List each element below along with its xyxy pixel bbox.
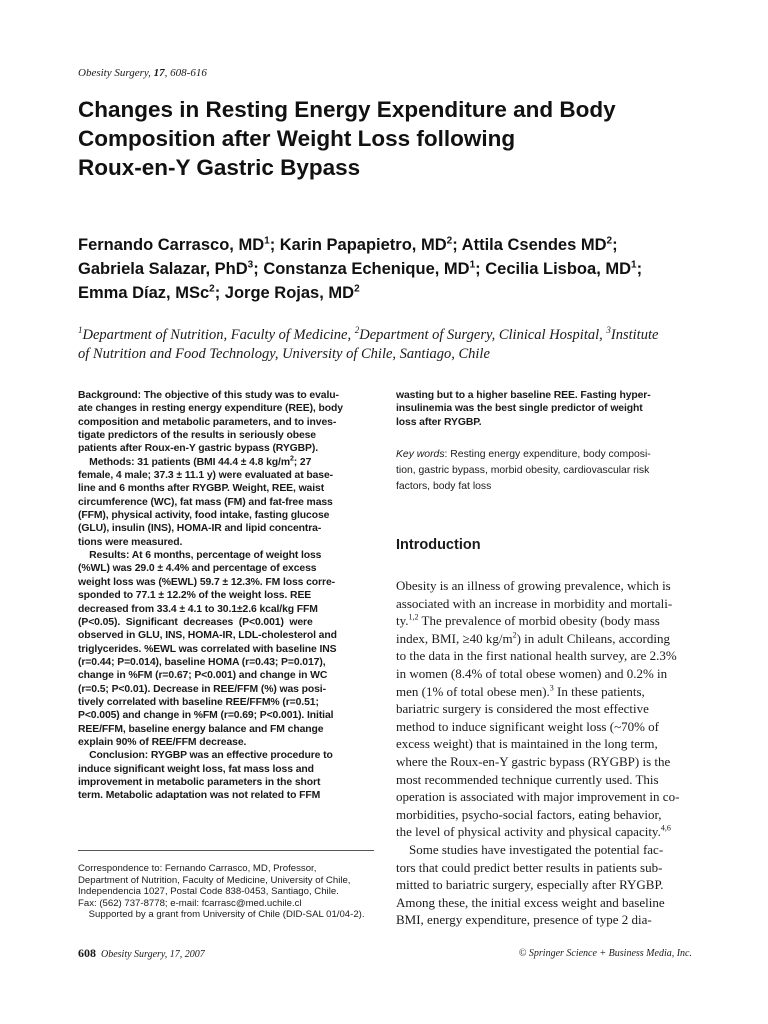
footnote-line: Department of Nutrition, Faculty of Medicine, University of Chile,	[78, 874, 351, 886]
abstract-left-column	[78, 389, 374, 803]
introduction-body	[396, 577, 692, 929]
author-line	[78, 281, 718, 305]
abstract-line: Conclusion: RYGBP was an effective procedure to	[78, 750, 333, 762]
author-affil: 1	[469, 259, 476, 271]
body-line: BMI, energy expenditure, presence of type 2 dia-	[396, 912, 652, 928]
affiliations	[78, 326, 718, 364]
author-line	[78, 233, 718, 257]
body-text: index, BMI, ≥40 kg/m	[396, 630, 513, 646]
body-line	[396, 683, 692, 701]
body-line: Among these, the initial excess weight and baseline	[396, 894, 665, 910]
abstract-line: induce significant weight loss, fat mass loss and	[78, 763, 314, 775]
author-affil: 1	[631, 259, 637, 271]
footnote-line: Independencia 1027, Postal Code 838-0453, Santiago, Chile.	[78, 886, 339, 898]
body-line: to the data in the first national health survey, are 2.3%	[396, 648, 677, 664]
body-line: associated with an increase in morbidity and mortali-	[396, 595, 673, 611]
body-line	[396, 612, 692, 630]
body-text: ty.	[396, 613, 409, 629]
author: ; Cecilia Lisboa, MD	[475, 260, 632, 278]
body-text: In these patients,	[553, 683, 645, 699]
abstract-line: (%WL) was 29.0 ± 4.4% and percentage of excess	[78, 563, 317, 575]
author-affil: 2	[209, 283, 215, 295]
body-line: Obesity is an illness of growing prevalence, which is	[396, 578, 671, 593]
footnote-line: Correspondence to: Fernando Carrasco, MD, Professor,	[78, 863, 317, 874]
abstract-line: composition and metabolic parameters, and to inves-	[78, 416, 337, 428]
abstract-line: (r=0.5; P<0.01). Decrease in REE/FFM (%) was posi-	[78, 683, 326, 695]
abstract-line: (GLU), insulin (INS), HOMA-IR and lipid concentra-	[78, 523, 322, 535]
title-line: Changes in Resting Energy Expenditure and Body	[78, 97, 616, 122]
abstract-line: ate changes in resting energy expenditure (REE), body	[78, 403, 343, 415]
section-heading: Introduction	[396, 537, 481, 553]
citation: 1,2	[408, 612, 419, 622]
abstract-line: patients after Roux-en-Y gastric bypass (RYGBP).	[78, 443, 319, 455]
affil-marker: 2	[354, 325, 360, 336]
keywords-label: Key words	[396, 449, 445, 460]
abstract-line: (r=0.44; P=0.014), baseline HOMA (r=0.43; P=0.017),	[78, 656, 326, 668]
author-affil: 2	[446, 235, 453, 247]
abstract-line: P<0.005) and change in %FM (r=0.69; P<0.001). Initial	[78, 710, 334, 722]
abstract-line: REE/FFM, baseline energy balance and FM change	[78, 723, 324, 735]
abstract-line: Results: At 6 months, percentage of weight loss	[78, 550, 322, 562]
body-line: Some studies have investigated the potential fac-	[396, 841, 664, 857]
body-text: men (1% of total obese men).	[396, 683, 550, 699]
body-line: mitted to bariatric surgery, especially after RYGBP.	[396, 877, 664, 893]
affiliation-line: of Nutrition and Food Technology, University of Chile, Santiago, Chile	[78, 346, 490, 362]
abstract-line: decreased from 33.4 ± 4.1 to 30.1±2.6 kcal/kg FFM	[78, 603, 318, 615]
body-line: where the Roux-en-Y gastric bypass (RYGBP) is the	[396, 753, 671, 769]
abstract-line: tions were measured.	[78, 536, 183, 548]
title-line: Roux-en-Y Gastric Bypass	[78, 155, 361, 180]
abstract-line: line and 6 months after RYGBP. Weight, REE, waist	[78, 483, 325, 495]
page-number: 608	[78, 946, 96, 960]
abstract-line: sponded to 77.1 ± 12.2% of the weight loss. REE	[78, 590, 312, 602]
author: ; Karin Papapietro, MD	[269, 236, 447, 254]
author-affil: 1	[264, 235, 270, 247]
author: Gabriela Salazar, PhD	[78, 260, 248, 278]
abstract-right-column	[396, 389, 692, 429]
author: Fernando Carrasco, MD	[78, 236, 265, 254]
author-line	[78, 257, 718, 281]
correspondence-footnote	[78, 863, 378, 921]
author: ; Jorge Rojas, MD	[214, 284, 355, 302]
author: Emma Díaz, MSc	[78, 284, 210, 302]
abstract-line: circumference (WC), fat mass (FM) and fat-free mass	[78, 496, 333, 508]
abstract-line: tigate predictors of the results in seriously obese	[78, 430, 316, 442]
abstract-line: triglycerides. %EWL was correlated with baseline INS	[78, 643, 337, 655]
author-affil: 2	[606, 235, 613, 247]
abstract-line: tively correlated with baseline REE/FFM% (r=0.51;	[78, 696, 319, 708]
abstract-line: improvement in metabolic parameters in the short	[78, 776, 321, 788]
citation: 3	[549, 683, 554, 693]
citation: 4,6	[660, 823, 671, 833]
body-line: bariatric surgery is considered the most effective	[396, 701, 649, 717]
abstract-line: (P<0.05). Significant decreases (P<0.001) were	[78, 616, 313, 628]
abstract-line: term. Metabolic adaptation was not related to FFM	[78, 790, 321, 802]
body-line: most recommended technique currently used. This	[396, 771, 659, 787]
abstract-line	[78, 456, 374, 469]
body-line	[396, 630, 692, 648]
body-text: The prevalence of morbid obesity (body mass	[418, 613, 660, 629]
body-line: excess weight) that is maintained in the long term,	[396, 736, 658, 752]
affiliation-line	[78, 326, 718, 345]
footer-publisher: © Springer Science + Business Media, Inc.	[518, 948, 692, 959]
abstract-line: weight loss was (%EWL) 59.7 ± 12.3%. FM loss corre-	[78, 576, 335, 588]
abstract-line: change in %FM (r=0.67; P<0.001) and change in WC	[78, 670, 328, 682]
abstract-line: (FFM), physical activity, food intake, fasting glucose	[78, 510, 330, 522]
footnote-line: Fax: (562) 737-8778; e-mail: fcarrasc@med.uchile.cl	[78, 897, 302, 909]
superscript: 2	[289, 455, 294, 463]
footnote-line: Supported by a grant from University of Chile (DID-SAL 01/04-2).	[78, 909, 365, 921]
affiliation: Department of Surgery, Clinical Hospital,	[359, 327, 607, 343]
keywords	[396, 447, 696, 494]
abstract-line: female, 4 male; 37.3 ± 11.1 y) were evaluated at base-	[78, 470, 334, 482]
journal-name: Obesity Surgery,	[78, 67, 154, 79]
author-affil: 3	[247, 259, 254, 271]
author-sep: ;	[612, 236, 618, 254]
body-line: morbidities, psycho-social factors, eating behavior,	[396, 806, 662, 822]
abstract-line: observed in GLU, INS, HOMA-IR, LDL-cholesterol and	[78, 630, 337, 642]
body-text: the level of physical activity and physical capacity.	[396, 824, 661, 840]
title-line: Composition after Weight Loss following	[78, 126, 516, 151]
body-text: ) in adult Chileans, according	[516, 630, 670, 646]
abstract-line: wasting but to a higher baseline REE. Fasting hyper-	[396, 390, 651, 401]
author: ; Attila Csendes MD	[452, 236, 607, 254]
affil-marker: 3	[606, 325, 611, 336]
abstract-text: ; 27	[293, 456, 312, 468]
keywords-line: tion, gastric bypass, morbid obesity, cardiovascular risk	[396, 464, 650, 476]
keywords-line	[396, 447, 696, 463]
author: ; Constanza Echenique, MD	[253, 260, 470, 278]
author-list	[78, 233, 718, 305]
journal-volume: 17	[153, 67, 165, 79]
superscript: 2	[512, 630, 517, 640]
abstract-line: Background: The objective of this study was to evalu-	[78, 390, 339, 401]
abstract-line: explain 90% of REE/FFM decrease.	[78, 736, 247, 748]
abstract-line: loss after RYGBP.	[396, 416, 482, 428]
footer-journal: Obesity Surgery, 17, 2007	[101, 949, 205, 960]
abstract-line: insulinemia was the best single predictor of weight	[396, 403, 643, 415]
author-affil: 2	[354, 283, 360, 295]
body-line: operation is associated with major improvement in co-	[396, 789, 680, 805]
affiliation: Institute	[610, 327, 659, 343]
footnote-divider	[78, 850, 374, 851]
body-line: in women (8.4% of total obese women) and 0.2% in	[396, 665, 668, 681]
keywords-line: factors, body fat loss	[396, 480, 492, 492]
affil-marker: 1	[78, 325, 83, 336]
page-footer	[78, 946, 692, 961]
affiliation: Department of Nutrition, Faculty of Medicine,	[82, 327, 355, 343]
author-sep: ;	[636, 260, 643, 278]
journal-header	[78, 67, 207, 79]
article-title	[78, 95, 698, 182]
abstract-text: Methods: 31 patients (BMI 44.4 ± 4.8 kg/m	[78, 456, 290, 468]
body-line: method to induce significant weight loss (~70% of	[396, 718, 660, 734]
body-line	[396, 823, 692, 841]
journal-pages: , 608-616	[164, 67, 207, 79]
body-line: tors that could predict better results in patients sub-	[396, 859, 663, 875]
keywords-text: : Resting energy expenditure, body composi-	[444, 449, 651, 460]
